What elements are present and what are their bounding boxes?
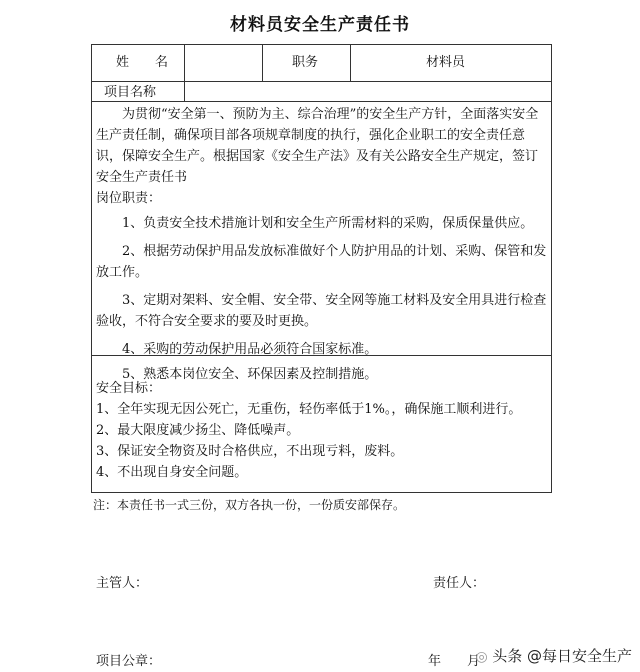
goals-heading: 安全目标： — [96, 381, 162, 396]
footnote: 注：本责任书一式三份，双方各执一份，一份质安部保存。 — [93, 498, 406, 512]
goals-section — [96, 378, 548, 483]
watermark — [476, 645, 632, 666]
project-label: 项目名称 — [104, 85, 157, 100]
watermark-logo-icon: ◎ — [475, 649, 493, 665]
month-label: 月 — [467, 654, 481, 669]
row-divider — [91, 81, 552, 82]
duties-heading: 岗位职责： — [96, 191, 162, 206]
year-label: 年 — [428, 654, 442, 669]
column-divider — [350, 44, 351, 82]
duty-item: 2、根据劳动保护用品发放标准做好个人防护用品的计划、采购、保管和发放工作。 — [96, 244, 547, 280]
duty-item: 3、定期对架料、安全帽、安全带、安全网等施工材料及安全用具进行检查验收，不符合安全要求的要及时更换。 — [96, 293, 547, 329]
responsibility-section — [96, 104, 548, 385]
goal-item: 1、全年实现无因公死亡，无重伤，轻伤率低于1%。，确保施工顺利进行。 — [96, 402, 522, 417]
document-title: 材料员安全生产责任书 — [230, 15, 410, 35]
watermark-text: 头条 @每日安全生产 — [492, 647, 632, 665]
column-divider — [184, 44, 185, 102]
position-value: 材料员 — [426, 55, 466, 70]
duty-item: 4、采购的劳动保护用品必须符合国家标准。 — [122, 342, 378, 357]
row-divider — [91, 101, 552, 102]
responsible-label: 责任人： — [433, 576, 486, 591]
goal-item: 4、不出现自身安全问题。 — [96, 465, 248, 480]
supervisor-label: 主管人： — [96, 576, 149, 591]
name-label: 姓 名 — [116, 55, 169, 70]
duty-item: 1、负责安全技术措施计划和安全生产所需材料的采购，保质保量供应。 — [122, 216, 534, 231]
goal-item: 2、最大限度减少扬尘、降低噪声。 — [96, 423, 300, 438]
project-seal-label: 项目公章： — [96, 654, 162, 669]
position-label: 职务 — [292, 55, 319, 70]
duty-item: 5、熟悉本岗位安全、环保因素及控制措施。 — [122, 367, 378, 382]
goal-item: 3、保证安全物资及时合格供应，不出现亏料，废料。 — [96, 444, 404, 459]
intro-paragraph: 为贯彻“安全第一、预防为主、综合治理”的安全生产方针，全面落实安全生产责任制，确保项目部各项规章制度的执行，强化企业职工的安全责任意识，保障安全生产。根据国家《安全生产法》及有关公路安全生产规定，签订安全生产责任书 — [96, 107, 539, 185]
column-divider — [262, 44, 263, 82]
